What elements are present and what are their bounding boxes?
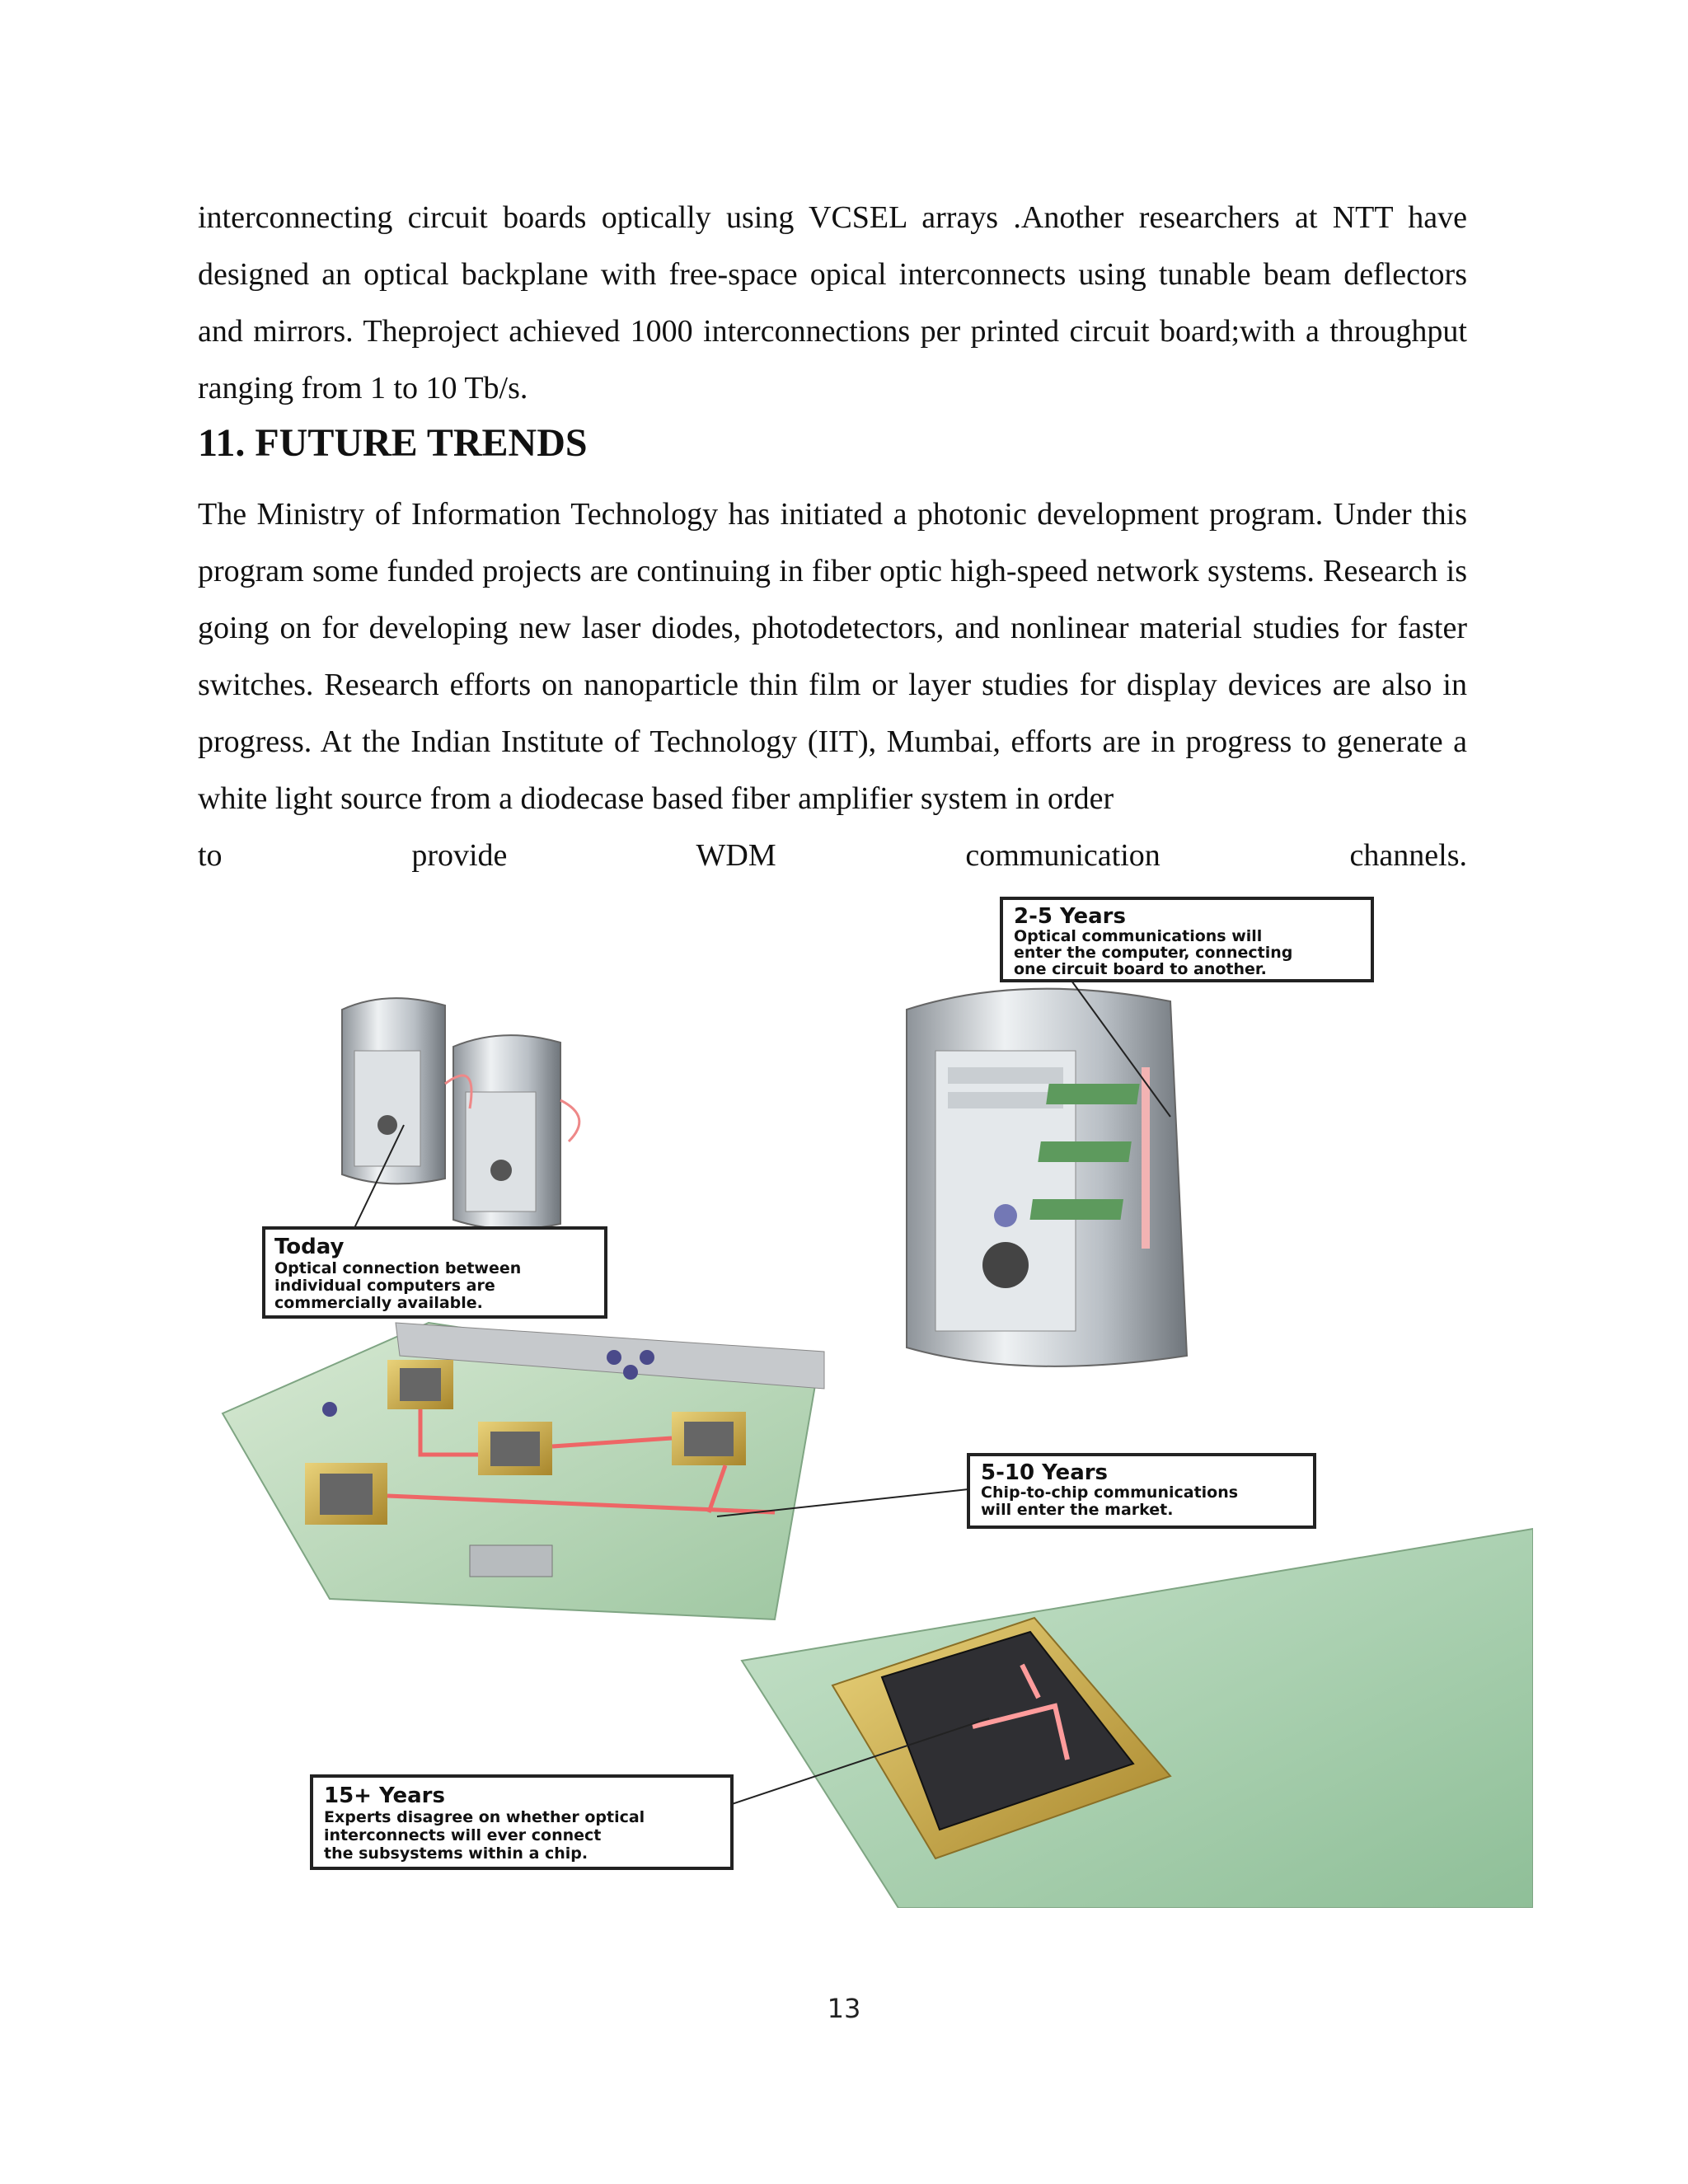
callout-5-10-title: 5-10 Years — [981, 1460, 1109, 1485]
callout-5-10-line-2: will enter the market. — [981, 1501, 1174, 1519]
callout-15-line-2: interconnects will ever connect — [324, 1826, 602, 1844]
callout-today-line-3: commercially available. — [274, 1294, 483, 1312]
callout-2-5-line-2: enter the computer, connecting — [1014, 944, 1293, 962]
page-number: 13 — [827, 1993, 861, 2024]
chip-board — [742, 1529, 1533, 1908]
paragraph-last-line: to provide WDM communication channels. — [198, 838, 1467, 873]
callout-15-title: 15+ Years — [324, 1783, 445, 1808]
callout-15-years — [312, 1776, 732, 1868]
callout-5-10-line-1: Chip-to-chip communications — [981, 1483, 1239, 1502]
callout-today-title: Today — [274, 1235, 345, 1259]
optical-interconnect-figure — [198, 894, 1533, 1908]
callout-2-5-line-1: Optical communications will — [1014, 927, 1263, 945]
callout-today — [264, 1228, 606, 1317]
small-computer-right — [453, 1035, 560, 1229]
large-computer — [907, 989, 1187, 1366]
callout-15-line-1: Experts disagree on whether optical — [324, 1808, 645, 1826]
callout-15-line-3: the subsystems within a chip. — [324, 1844, 588, 1863]
callout-today-line-1: Optical connection between — [274, 1259, 522, 1277]
section-heading: 11. FUTURE TRENDS — [198, 421, 588, 465]
paragraph-future-trends — [198, 486, 1467, 884]
small-computer-left — [342, 998, 445, 1183]
paragraph-body: The Ministry of Information Technology has initiated a photonic development program. Under this program some funded projects are continuing in fiber optic high-speed network systems. Research is going on for developing new laser diodes, photodetectors, and nonlinear material studies for faster switches. Research efforts on nanoparticle thin film or layer studies for display devices are also in progress. At the Indian Institute of Technology (IIT), Mumbai, efforts are in progress to generate a white light source from a diodecase based fiber amplifier system in order — [198, 497, 1467, 816]
paragraph-interconnects: interconnecting circuit boards optically using VCSEL arrays .Another researchers at NTT have designed an optical backplane with free-space opical interconnects using tunable beam deflectors and mirrors. Theproject achieved 1000 interconnections per printed circuit board;with a throughput ranging from 1 to 10 Tb/s. — [198, 200, 1467, 405]
callout-2-5-years — [1001, 898, 1372, 981]
callout-2-5-line-3: one circuit board to another. — [1014, 960, 1267, 978]
callout-2-5-title: 2-5 Years — [1014, 904, 1126, 929]
callout-5-10-years — [968, 1455, 1315, 1527]
callout-today-line-2: individual computers are — [274, 1277, 495, 1295]
circuit-board — [223, 1323, 824, 1619]
